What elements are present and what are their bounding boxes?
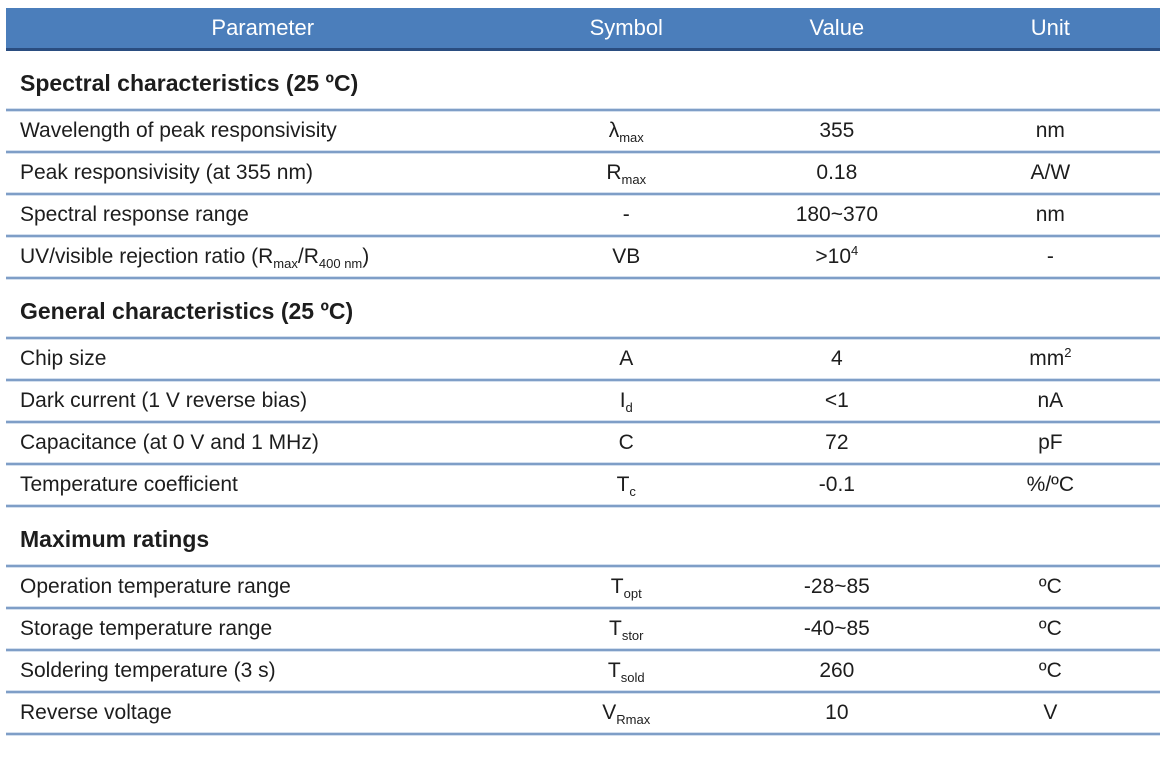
row-divider [6,733,1160,735]
section-title: General characteristics (25 ºC) [20,298,354,324]
symbol-cell: $T_c$ [616,473,636,500]
table-row [6,195,1160,235]
symbol-cell: $I_d$ [619,389,633,416]
parameter-cell: Storage temperature range [20,617,273,640]
parameter-cell: Temperature coefficient [20,473,238,496]
unit-cell: V [1043,701,1058,724]
value-cell: 0.18 [816,161,858,184]
table-sections [6,70,1160,735]
column-header-parameter: Parameter [211,15,315,40]
value-cell: <1 [824,389,849,412]
value-cell: 10 [825,701,849,724]
unit-cell: A/W [1030,161,1071,184]
parameter-cell: Dark current (1 V reverse bias) [20,389,308,412]
symbol-cell: $V_{Rmax}$ [602,701,651,728]
value-cell: 260 [819,659,855,682]
value-cell: 72 [825,431,849,454]
symbol-cell: $R_{max}$ [606,161,647,188]
symbol-cell: C [618,431,634,454]
table-row [6,693,1160,733]
unit-cell: nA [1037,389,1064,412]
unit-cell: ºC [1038,617,1062,640]
symbol-cell: $T_{stor}$ [608,617,644,644]
unit-cell: - [1046,245,1054,268]
symbol-cell: $T_{sold}$ [607,659,645,686]
parameter-cell: Operation temperature range [20,575,291,598]
value-cell: -28~85 [803,575,870,598]
symbol-cell: - [622,203,630,226]
symbol-cell: $\lambda_{max}$ [608,119,644,146]
unit-cell: %/ºC [1026,473,1075,496]
section-title: Maximum ratings [20,526,210,552]
column-header-symbol: Symbol [589,15,663,40]
value-cell: -0.1 [818,473,855,496]
table-row [6,111,1160,151]
section-title: Spectral characteristics (25 ºC) [20,70,359,96]
parameter-cell: Wavelength of peak responsivisity [20,119,337,142]
unit-cell: nm [1035,119,1065,142]
value-cell: $>10^4$ [815,243,859,268]
table-row [6,423,1160,463]
table-row [6,237,1160,277]
symbol-cell: A [619,347,634,370]
parameter-cell: UV/visible rejection ratio $(R_{max}/R_{400 nm})$ [20,245,370,272]
parameter-cell: Peak responsivisity (at 355 nm) [20,161,313,184]
unit-cell: nm [1035,203,1065,226]
value-cell: 180~370 [795,203,879,226]
column-header-value: Value [809,15,865,40]
row-divider [6,277,1160,279]
parameter-cell: Soldering temperature (3 s) [20,659,276,682]
unit-cell: pF [1038,431,1063,454]
parameter-cell: Spectral response range [20,203,249,226]
parameter-cell: Capacitance (at 0 V and 1 MHz) [20,431,319,454]
table-row [6,651,1160,691]
value-cell: 4 [831,347,843,370]
symbol-cell: $T_{opt}$ [610,575,642,602]
unit-cell: ºC [1038,575,1062,598]
table-row [6,567,1160,607]
unit-cell: ºC [1038,659,1062,682]
parameter-cell: Reverse voltage [20,701,172,724]
table-header-row [6,8,1160,51]
column-header-unit: Unit [1030,15,1070,40]
unit-cell: $mm^2$ [1029,345,1072,370]
parameter-cell: Chip size [20,347,107,370]
table-row [6,381,1160,421]
value-cell: -40~85 [803,617,870,640]
table-row [6,339,1160,379]
table-row [6,465,1160,505]
value-cell: 355 [819,119,855,142]
table-row [6,153,1160,193]
row-divider [6,505,1160,507]
symbol-cell: VB [612,245,641,268]
table-row [6,609,1160,649]
